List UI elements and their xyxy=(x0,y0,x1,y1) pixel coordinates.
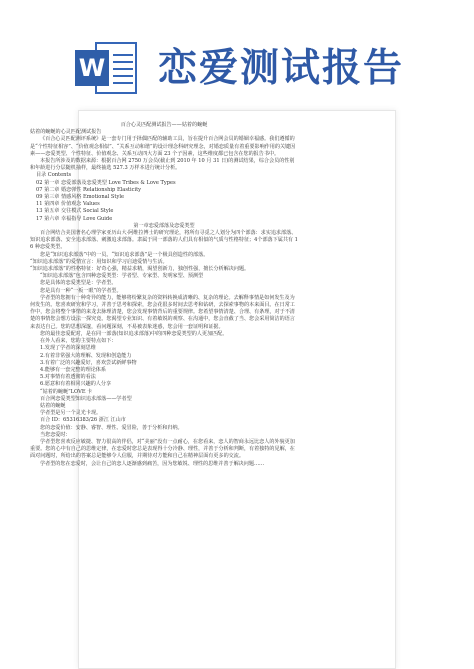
love-card-line: 百合 ID：65316383/26 浙江 江山市 xyxy=(40,417,126,424)
chapter-paragraph: “知识追求部落”包含四种恋爱类型：学者型、专家型、发明家型、预测型 xyxy=(40,273,204,280)
word-document-icon xyxy=(75,42,137,94)
intro-title: 姑着的蜿蜒的心灵匹配测试报告 xyxy=(30,129,102,136)
love-card-line: 姑着的蜿蜒 xyxy=(40,402,66,409)
document-body xyxy=(30,122,298,468)
toc-item: 17 第六章 幸福指导 Love Guide xyxy=(36,215,113,222)
chapter-paragraph: 您是“知识追求部落”中的一员。“知识追求部落”是一个极具创造性的部落。 xyxy=(40,251,209,258)
chapter-paragraph: 您的最佳恋爱配对，是在同一部落(知识追求部落)中的四种恋爱类型的人更加匹配。 xyxy=(40,330,228,337)
love-card-line: 学者型是另一个灵光卡现。 xyxy=(40,410,102,417)
document-banner xyxy=(0,0,474,100)
chapter-paragraph: 您是具有一种“一板一眼”的学者型。 xyxy=(40,287,122,294)
chapter-paragraph: 百合网结合美国著名心理学家亚历山大·阿维拉博士的研究理论，将所有寻觅之人划分为四个部落：求实追求部落、知识追求部落、安全追求部落、刺激追求部落。隶属于同一部落的人们具有相似的气质与性格特征；4个部落下属共有 16 种恋爱类型。 xyxy=(30,230,298,251)
intro-paragraph: 《百合心灵匹配测评系统》是一套专门用于择偶匹配的辅助工具，旨在提升百合网会员的婚姻幸福感。我们遵循的是“个性特征相容”、“价值观念相似”、“关系互动和谐”的设计理念科研究理念，对婚恋质量有着重要影响作用的关键因素——恋爱类型、个性特征、价值观念、关系互动四大方面 23 个子因素，这些维度都已包含在您的报告书中。 xyxy=(30,136,296,157)
love-card-line: 当您恋爱时： xyxy=(40,431,71,438)
chapter-title: 第一章恋爱部落及恋爱类型 xyxy=(133,222,195,229)
love-card-heading: “姑着的蜿蜒”LOVE 卡 xyxy=(40,388,93,395)
toc-item: 07 第二章 婚恋弹性 Relationship Elasticity xyxy=(36,186,142,193)
love-card-line: 百合网恋爱类型知识追求部落——学者型 xyxy=(40,395,132,402)
toc-item: 11 第四章 价值观念 Values xyxy=(36,201,100,208)
chapter-paragraph: “知识追求部落”的性格特征：好奇心强，精益求精，渴望创新力，独创性强，擅长分析解决问题。 xyxy=(30,266,250,273)
chapter-list-item: 6.愿意和有着相同兴趣的人分享 xyxy=(40,381,112,388)
toc-item: 09 第三章 情感风格 Emotional Style xyxy=(36,194,124,201)
closing-paragraph: 学者型您喜欢反应敏捷、智力很高的伴侣，对“美丽”没有一点耐心，在您看来，恋人的智商永远比恋人的外貌更加重要。您的心中有自己的思维定律，在恋爱时您总是表现得十分冷静、理性，并善于分析和判断，有着独特的见解，在面对问题时，所给出的答案总是能够令人信服，并期待对方能和自己在精神层面有更多的交流。 xyxy=(30,438,295,460)
intro-paragraph: 本报告所涉及的数据来源：根据百合网 2750 万会员(截止到 2010 年 10 月 31 日)的测试结果，综合会员的性别和年龄进行分层随机抽样，最终抽选 527.3 万样本进行统计分析。 xyxy=(30,158,295,172)
love-card-line: 您的恋爱价值：安静、睿智、理性、爱冒险，善于分析和归纳。 xyxy=(40,424,183,431)
chapter-paragraph: “知识追求部落”的爱情宣言：用知识和学习启迪爱情与生活。 xyxy=(30,258,168,265)
chapter-paragraph: 学者型的您拥有一种奇异的能力，能够将纷繁复杂的资料转换成清晰的、复杂的理论。去解释事情是如何发生及为何发生的。您喜欢研究和学习，并善于思考和探索，您会花很多时间去思考和钻研，去探索事物的本来面目。在日常工作中，您会将整个事情的来龙去脉理清楚，您会发现事情背后的重要规律。您希望事情清楚、合理、有条理，对于不清楚的事情您会想方设法一探究竟。您渴望专业知识、有着敏锐的观察、在沟通中，您会直截了当、您会采用简洁的语言来表达自己。您的思想深邃，看问题深刻，不易被表象迷惑，您会用一套证明和证据。 xyxy=(30,294,295,330)
closing-paragraph: 学者型的您在恋爱时，会让自己的恋人逐渐感到痛苦，因为您敏锐、理性的思维并善于解决问题…… xyxy=(40,460,265,467)
chapter-list-item: 1.发现了学者的深刻思维 xyxy=(40,345,96,352)
chapter-list-item: 3.有着广泛的兴趣爱好，喜欢尝试新鲜事物 xyxy=(40,359,137,366)
chapter-paragraph: 您是具体的恋爱类型是：学者型。 xyxy=(40,280,117,287)
toc-item: 13 第五章 交往模式 Social Style xyxy=(36,208,114,215)
toc-heading: 目录 Contents xyxy=(36,172,72,179)
banner-title: 恋爱测试报告 xyxy=(158,46,405,91)
doc-header: 百合心灵匹配测试报告——姑着的蜿蜒 xyxy=(120,122,208,128)
chapter-paragraph: 在外人看来，您的主要特点如下： xyxy=(40,338,117,345)
toc-item: 02 第一章 恋爱部落及恋爱类型 Love Tribes & Love Types xyxy=(36,179,176,186)
chapter-list-item: 5.对事情有着透彻的看法 xyxy=(40,374,96,381)
chapter-list-item: 4.能够有一套完整的理论体系 xyxy=(40,366,106,373)
word-w-tile: W xyxy=(75,50,109,86)
chapter-list-item: 2.有着非常强大的理解、发现和创造能力 xyxy=(40,352,132,359)
